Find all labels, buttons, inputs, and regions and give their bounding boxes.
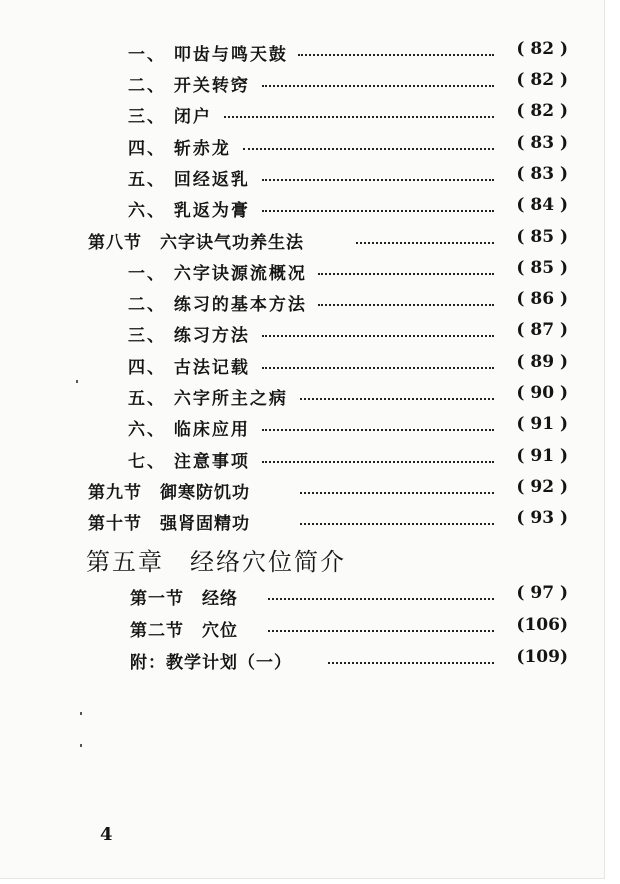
toc-entry-label: 二、 练习的基本方法 (128, 295, 307, 315)
toc-entry-page: ( 82 ) (516, 101, 568, 121)
toc-entry-label: 第九节 御寒防饥功 (88, 483, 250, 503)
toc-entry-label: 四、 斩赤龙 (128, 139, 231, 159)
dot-leader (224, 116, 494, 118)
dot-leader (356, 242, 494, 244)
page-number: 4 (100, 824, 113, 845)
dot-leader (268, 630, 494, 632)
toc-entry-label: 第二节 穴位 (130, 621, 238, 641)
toc-section-entry[interactable] (0, 474, 604, 506)
toc-entry[interactable] (0, 192, 604, 224)
toc-entry-page: ( 86 ) (516, 289, 568, 309)
toc-entry-page: ( 83 ) (516, 164, 568, 184)
toc-entry-label: 六、 乳返为膏 (128, 201, 250, 221)
toc-entry-page: ( 83 ) (516, 133, 568, 153)
toc-section-entry[interactable] (0, 580, 604, 612)
scan-speck (80, 744, 82, 747)
toc-entry[interactable] (0, 98, 604, 130)
dot-leader (298, 54, 494, 56)
dot-leader (243, 148, 494, 150)
dot-leader (328, 662, 494, 664)
toc-section-entry[interactable] (0, 224, 604, 256)
toc-entry-page: ( 85 ) (516, 227, 568, 247)
toc-entry-page: ( 89 ) (516, 352, 568, 372)
toc-entry-label: 第一节 经络 (130, 589, 238, 609)
toc-entry-page: ( 85 ) (516, 258, 568, 278)
toc-entry[interactable] (0, 36, 604, 68)
dot-leader (268, 598, 494, 600)
toc-entry-label: 附：教学计划（一） (130, 653, 292, 673)
scan-speck (76, 380, 78, 383)
toc-entry-page: ( 87 ) (516, 320, 568, 340)
dot-leader (262, 85, 494, 87)
toc-entry[interactable] (0, 286, 604, 318)
toc-entry[interactable] (0, 380, 604, 412)
dot-leader (318, 304, 494, 306)
toc-entry-page: ( 92 ) (516, 477, 568, 497)
toc-entry-page: (106) (516, 615, 568, 635)
dot-leader (262, 210, 494, 212)
toc-entry-label: 一、 六字诀源流概况 (128, 264, 307, 284)
toc-section-entry[interactable] (0, 612, 604, 644)
toc-entry-page: ( 97 ) (516, 583, 568, 603)
toc-entry-page: (109) (516, 647, 568, 667)
toc-entry[interactable] (0, 255, 604, 287)
toc-entry-label: 四、 古法记载 (128, 358, 250, 378)
dot-leader (262, 335, 494, 337)
toc-entry-label: 一、 叩齿与鸣天鼓 (128, 45, 288, 65)
toc-entry-label: 七、 注意事项 (128, 452, 250, 472)
dot-leader (300, 523, 494, 525)
toc-entry-page: ( 82 ) (516, 70, 568, 90)
dot-leader (262, 429, 494, 431)
toc-entry-page: ( 93 ) (516, 508, 568, 528)
dot-leader (262, 461, 494, 463)
toc-entry-page: ( 82 ) (516, 39, 568, 59)
dot-leader (262, 179, 494, 181)
toc-entry-label: 六、 临床应用 (128, 420, 250, 440)
toc-entry-label: 五、 回经返乳 (128, 170, 250, 190)
toc-entry[interactable] (0, 411, 604, 443)
dot-leader (262, 367, 494, 369)
toc-entry-label: 三、 闭户 (128, 107, 212, 127)
toc-entry-page: ( 90 ) (516, 383, 568, 403)
toc-entry[interactable] (0, 317, 604, 349)
toc-entry[interactable] (0, 161, 604, 193)
scan-speck (80, 712, 82, 715)
dot-leader (318, 273, 494, 275)
toc-entry-label: 三、 练习方法 (128, 326, 250, 346)
toc-entry-label: 第八节 六字诀气功养生法 (88, 233, 304, 253)
toc-section-entry[interactable] (0, 644, 604, 676)
dot-leader (300, 398, 494, 400)
toc-entry-page: ( 84 ) (516, 195, 568, 215)
toc-entry[interactable] (0, 130, 604, 162)
toc-entry[interactable] (0, 443, 604, 475)
toc-entry[interactable] (0, 349, 604, 381)
chapter-heading: 第五章 经络穴位简介 (86, 548, 346, 576)
toc-entry-label: 第十节 强肾固精功 (88, 514, 250, 534)
toc-section-entry[interactable] (0, 505, 604, 537)
toc-entry[interactable] (0, 67, 604, 99)
toc-entry-label: 二、 开关转窍 (128, 76, 250, 96)
toc-entry-page: ( 91 ) (516, 446, 568, 466)
toc-entry-page: ( 91 ) (516, 414, 568, 434)
toc-entry-label: 五、 六字所主之病 (128, 389, 288, 409)
dot-leader (300, 492, 494, 494)
